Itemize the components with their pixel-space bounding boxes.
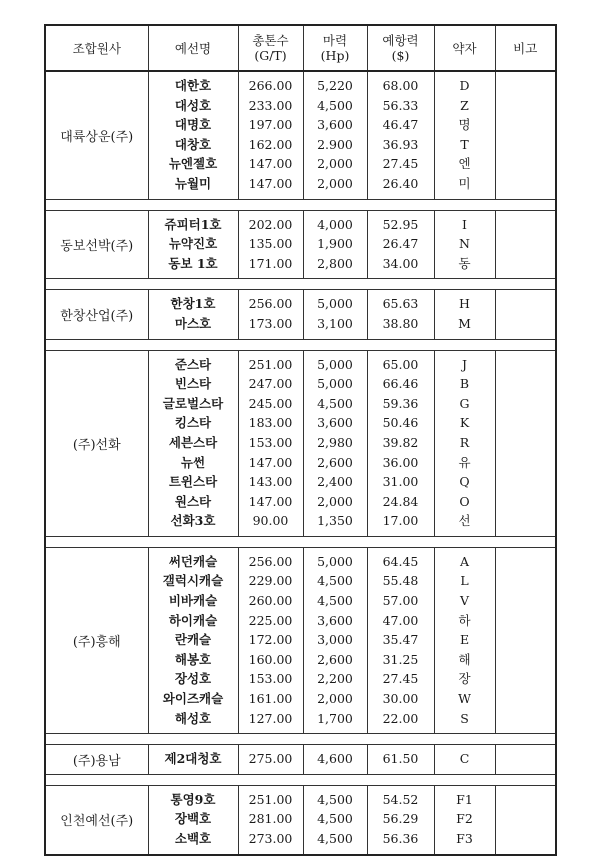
name-cell: 비바캐슬 <box>148 591 238 611</box>
fee-cell: 64.45 <box>367 552 434 572</box>
header-power-label: 마력 <box>322 33 348 48</box>
header-tonnage <box>238 25 303 71</box>
fee-cell: 17.00 <box>367 511 434 531</box>
note-cell <box>495 472 556 492</box>
spacer-cell <box>367 199 434 210</box>
note-cell <box>495 571 556 591</box>
fee-cell: 24.84 <box>367 492 434 512</box>
power-cell: 4,500 <box>303 809 367 829</box>
note-cell <box>495 215 556 235</box>
name-cell: 뉴월미 <box>148 174 238 194</box>
note-cell <box>495 650 556 670</box>
spacer-cell <box>434 536 495 547</box>
spacer-cell <box>303 536 367 547</box>
name-cell: 대성호 <box>148 96 238 116</box>
abbr-cell: C <box>434 749 495 769</box>
abbr-cell: 유 <box>434 453 495 473</box>
note-cell <box>495 154 556 174</box>
power-cell: 5,000 <box>303 552 367 572</box>
power-cell: 2,800 <box>303 254 367 274</box>
tonnage-cell: 256.00 <box>238 294 303 314</box>
abbr-cell: D <box>434 76 495 96</box>
abbr-cell: 엔 <box>434 154 495 174</box>
name-cell: 와이즈캐슬 <box>148 689 238 709</box>
abbr-cell: S <box>434 709 495 729</box>
fee-cell: 36.00 <box>367 453 434 473</box>
name-cell: 원스타 <box>148 492 238 512</box>
abbr-cell: 하 <box>434 611 495 631</box>
group-spacer <box>45 734 556 745</box>
abbr-cell: 선 <box>434 511 495 531</box>
power-cell: 2,200 <box>303 669 367 689</box>
tonnage-cell: 153.00 <box>238 433 303 453</box>
tonnage-cell: 229.00 <box>238 571 303 591</box>
spacer-cell <box>434 774 495 785</box>
tonnage-cell: 273.00 <box>238 829 303 849</box>
note-cell <box>495 96 556 116</box>
spacer-cell <box>367 339 434 350</box>
pad-cell <box>238 849 303 855</box>
power-cell: 3,000 <box>303 630 367 650</box>
name-cell: 뉴썬 <box>148 453 238 473</box>
spacer-cell <box>238 199 303 210</box>
owner-cell: 한창산업(주) <box>45 290 148 339</box>
spacer-cell <box>148 199 238 210</box>
note-cell <box>495 394 556 414</box>
tonnage-cell: 256.00 <box>238 552 303 572</box>
fee-cell: 52.95 <box>367 215 434 235</box>
note-cell <box>495 174 556 194</box>
header-fee-label: 예항력 <box>382 33 419 48</box>
spacer-cell <box>45 734 148 745</box>
power-cell: 2,600 <box>303 453 367 473</box>
fee-cell: 27.45 <box>367 154 434 174</box>
tonnage-cell: 251.00 <box>238 355 303 375</box>
spacer-cell <box>303 199 367 210</box>
spacer-cell <box>495 536 556 547</box>
abbr-cell: F3 <box>434 829 495 849</box>
abbr-cell: H <box>434 294 495 314</box>
pad-cell <box>303 849 367 855</box>
name-cell: 해봉호 <box>148 650 238 670</box>
abbr-cell: O <box>434 492 495 512</box>
power-cell: 4,500 <box>303 96 367 116</box>
note-cell <box>495 135 556 155</box>
note-cell <box>495 790 556 810</box>
tonnage-cell: 275.00 <box>238 749 303 769</box>
abbr-cell: V <box>434 591 495 611</box>
abbr-cell: 미 <box>434 174 495 194</box>
power-cell: 2,000 <box>303 689 367 709</box>
fee-cell: 54.52 <box>367 790 434 810</box>
fee-cell: 55.48 <box>367 571 434 591</box>
name-cell: 하이캐슬 <box>148 611 238 631</box>
name-cell: 갤럭시캐슬 <box>148 571 238 591</box>
abbr-cell: F2 <box>434 809 495 829</box>
spacer-cell <box>238 774 303 785</box>
note-cell <box>495 591 556 611</box>
spacer-cell <box>45 536 148 547</box>
tonnage-cell: 233.00 <box>238 96 303 116</box>
power-cell: 2,000 <box>303 174 367 194</box>
fee-cell: 34.00 <box>367 254 434 274</box>
name-cell: 킹스타 <box>148 413 238 433</box>
tonnage-cell: 147.00 <box>238 492 303 512</box>
tonnage-cell: 281.00 <box>238 809 303 829</box>
abbr-cell: A <box>434 552 495 572</box>
name-cell: 세븐스타 <box>148 433 238 453</box>
fee-cell: 46.47 <box>367 115 434 135</box>
power-cell: 1,900 <box>303 234 367 254</box>
spacer-cell <box>303 774 367 785</box>
spacer-cell <box>367 536 434 547</box>
name-cell: 마스호 <box>148 314 238 334</box>
header-abbr: 약자 <box>434 25 495 71</box>
fee-cell: 38.80 <box>367 314 434 334</box>
spacer-cell <box>367 734 434 745</box>
name-cell: 뉴엔젤호 <box>148 154 238 174</box>
name-cell: 대창호 <box>148 135 238 155</box>
name-cell: 장백호 <box>148 809 238 829</box>
note-cell <box>495 749 556 769</box>
tonnage-cell: 127.00 <box>238 709 303 729</box>
header-power <box>303 25 367 71</box>
pad-cell <box>148 849 238 855</box>
tonnage-cell: 161.00 <box>238 689 303 709</box>
fee-cell: 31.00 <box>367 472 434 492</box>
fee-cell: 36.93 <box>367 135 434 155</box>
tonnage-cell: 173.00 <box>238 314 303 334</box>
note-cell <box>495 511 556 531</box>
abbr-cell: B <box>434 374 495 394</box>
group-spacer <box>45 774 556 785</box>
tonnage-cell: 245.00 <box>238 394 303 414</box>
abbr-cell: E <box>434 630 495 650</box>
tonnage-cell: 266.00 <box>238 76 303 96</box>
abbr-cell: N <box>434 234 495 254</box>
tonnage-cell: 143.00 <box>238 472 303 492</box>
fee-cell: 22.00 <box>367 709 434 729</box>
spacer-cell <box>495 339 556 350</box>
tonnage-cell: 171.00 <box>238 254 303 274</box>
tonnage-cell: 172.00 <box>238 630 303 650</box>
note-cell <box>495 552 556 572</box>
power-cell: 2.900 <box>303 135 367 155</box>
power-cell: 4,500 <box>303 790 367 810</box>
owner-cell: 동보선박(주) <box>45 210 148 279</box>
name-cell: 동보 1호 <box>148 254 238 274</box>
note-cell <box>495 234 556 254</box>
note-cell <box>495 374 556 394</box>
tonnage-cell: 251.00 <box>238 790 303 810</box>
spacer-cell <box>148 279 238 290</box>
name-cell: 준스타 <box>148 355 238 375</box>
tonnage-cell: 197.00 <box>238 115 303 135</box>
note-cell <box>495 611 556 631</box>
fee-cell: 31.25 <box>367 650 434 670</box>
name-cell: 대한호 <box>148 76 238 96</box>
abbr-cell: Q <box>434 472 495 492</box>
fee-cell: 59.36 <box>367 394 434 414</box>
tonnage-cell: 147.00 <box>238 154 303 174</box>
abbr-cell: M <box>434 314 495 334</box>
name-cell: 해성호 <box>148 709 238 729</box>
abbr-cell: T <box>434 135 495 155</box>
header-tonnage-label: 총톤수 <box>252 33 289 48</box>
note-cell <box>495 413 556 433</box>
power-cell: 2,000 <box>303 154 367 174</box>
tugboat-table <box>44 24 557 856</box>
spacer-cell <box>434 734 495 745</box>
spacer-cell <box>45 774 148 785</box>
pad-cell <box>495 849 556 855</box>
abbr-cell: 명 <box>434 115 495 135</box>
group-spacer <box>45 199 556 210</box>
power-cell: 4,600 <box>303 749 367 769</box>
abbr-cell: 동 <box>434 254 495 274</box>
abbr-cell: K <box>434 413 495 433</box>
name-cell: 트윈스타 <box>148 472 238 492</box>
power-cell: 5,220 <box>303 76 367 96</box>
note-cell <box>495 115 556 135</box>
note-cell <box>495 669 556 689</box>
power-cell: 2,000 <box>303 492 367 512</box>
tonnage-cell: 225.00 <box>238 611 303 631</box>
tonnage-cell: 153.00 <box>238 669 303 689</box>
spacer-cell <box>148 536 238 547</box>
name-cell: 선화3호 <box>148 511 238 531</box>
spacer-cell <box>238 734 303 745</box>
abbr-cell: Z <box>434 96 495 116</box>
tonnage-cell: 160.00 <box>238 650 303 670</box>
abbr-cell: F1 <box>434 790 495 810</box>
note-cell <box>495 355 556 375</box>
fee-cell: 68.00 <box>367 76 434 96</box>
name-cell: 써던캐슬 <box>148 552 238 572</box>
spacer-cell <box>367 279 434 290</box>
header-row <box>45 25 556 71</box>
note-cell <box>495 433 556 453</box>
note-cell <box>495 689 556 709</box>
fee-cell: 26.40 <box>367 174 434 194</box>
power-cell: 3,600 <box>303 611 367 631</box>
tonnage-cell: 202.00 <box>238 215 303 235</box>
name-cell: 한창1호 <box>148 294 238 314</box>
header-power-unit: (Hp) <box>320 48 350 63</box>
spacer-cell <box>303 734 367 745</box>
group-spacer <box>45 279 556 290</box>
pad-cell <box>434 849 495 855</box>
fee-cell: 57.00 <box>367 591 434 611</box>
header-owner: 조합원사 <box>45 25 148 71</box>
abbr-cell: 해 <box>434 650 495 670</box>
spacer-cell <box>148 734 238 745</box>
owner-cell: (주)흥해 <box>45 547 148 733</box>
spacer-cell <box>148 774 238 785</box>
tonnage-cell: 147.00 <box>238 174 303 194</box>
name-cell: 뉴약진호 <box>148 234 238 254</box>
power-cell: 5,000 <box>303 374 367 394</box>
abbr-cell: G <box>434 394 495 414</box>
spacer-cell <box>45 279 148 290</box>
power-cell: 1,350 <box>303 511 367 531</box>
tonnage-cell: 90.00 <box>238 511 303 531</box>
note-cell <box>495 453 556 473</box>
spacer-cell <box>495 774 556 785</box>
header-fee <box>367 25 434 71</box>
fee-cell: 56.29 <box>367 809 434 829</box>
note-cell <box>495 294 556 314</box>
abbr-cell: 장 <box>434 669 495 689</box>
spacer-cell <box>45 199 148 210</box>
power-cell: 4,500 <box>303 591 367 611</box>
note-cell <box>495 76 556 96</box>
abbr-cell: W <box>434 689 495 709</box>
fee-cell: 27.45 <box>367 669 434 689</box>
note-cell <box>495 829 556 849</box>
name-cell: 제2대청호 <box>148 749 238 769</box>
spacer-cell <box>238 279 303 290</box>
group-spacer <box>45 536 556 547</box>
power-cell: 4,500 <box>303 829 367 849</box>
spacer-cell <box>367 774 434 785</box>
power-cell: 2,980 <box>303 433 367 453</box>
name-cell: 란캐슬 <box>148 630 238 650</box>
tonnage-cell: 135.00 <box>238 234 303 254</box>
spacer-cell <box>148 339 238 350</box>
table-body <box>45 71 556 855</box>
power-cell: 5,000 <box>303 294 367 314</box>
spacer-cell <box>238 339 303 350</box>
owner-cell: 인천예선(주) <box>45 785 148 854</box>
abbr-cell: I <box>434 215 495 235</box>
power-cell: 1,700 <box>303 709 367 729</box>
owner-cell: 대륙상운(주) <box>45 71 148 199</box>
power-cell: 3,100 <box>303 314 367 334</box>
pad-cell <box>367 849 434 855</box>
power-cell: 4,000 <box>303 215 367 235</box>
abbr-cell: R <box>434 433 495 453</box>
fee-cell: 47.00 <box>367 611 434 631</box>
name-cell: 쥬피터1호 <box>148 215 238 235</box>
abbr-cell: J <box>434 355 495 375</box>
power-cell: 4,500 <box>303 394 367 414</box>
tonnage-cell: 147.00 <box>238 453 303 473</box>
abbr-cell: L <box>434 571 495 591</box>
fee-cell: 65.00 <box>367 355 434 375</box>
note-cell <box>495 630 556 650</box>
header-note: 비고 <box>495 25 556 71</box>
note-cell <box>495 492 556 512</box>
fee-cell: 39.82 <box>367 433 434 453</box>
tonnage-cell: 162.00 <box>238 135 303 155</box>
fee-cell: 56.36 <box>367 829 434 849</box>
fee-cell: 66.46 <box>367 374 434 394</box>
spacer-cell <box>45 339 148 350</box>
fee-cell: 35.47 <box>367 630 434 650</box>
power-cell: 5,000 <box>303 355 367 375</box>
fee-cell: 61.50 <box>367 749 434 769</box>
name-cell: 글로벌스타 <box>148 394 238 414</box>
fee-cell: 65.63 <box>367 294 434 314</box>
name-cell: 빈스타 <box>148 374 238 394</box>
name-cell: 장성호 <box>148 669 238 689</box>
spacer-cell <box>238 536 303 547</box>
spacer-cell <box>495 279 556 290</box>
fee-cell: 50.46 <box>367 413 434 433</box>
fee-cell: 26.47 <box>367 234 434 254</box>
spacer-cell <box>303 279 367 290</box>
spacer-cell <box>434 199 495 210</box>
note-cell <box>495 314 556 334</box>
fee-cell: 30.00 <box>367 689 434 709</box>
spacer-cell <box>434 339 495 350</box>
note-cell <box>495 809 556 829</box>
power-cell: 2,400 <box>303 472 367 492</box>
name-cell: 통영9호 <box>148 790 238 810</box>
spacer-cell <box>303 339 367 350</box>
group-spacer <box>45 339 556 350</box>
owner-cell: (주)선화 <box>45 350 148 536</box>
spacer-cell <box>495 734 556 745</box>
header-tonnage-unit: (G/T) <box>254 48 287 63</box>
tonnage-cell: 247.00 <box>238 374 303 394</box>
power-cell: 4,500 <box>303 571 367 591</box>
note-cell <box>495 709 556 729</box>
tonnage-cell: 183.00 <box>238 413 303 433</box>
name-cell: 소백호 <box>148 829 238 849</box>
note-cell <box>495 254 556 274</box>
power-cell: 2,600 <box>303 650 367 670</box>
owner-cell: (주)용남 <box>45 745 148 775</box>
header-vessel: 예선명 <box>148 25 238 71</box>
power-cell: 3,600 <box>303 115 367 135</box>
header-fee-unit: ($) <box>391 48 410 63</box>
spacer-cell <box>495 199 556 210</box>
spacer-cell <box>434 279 495 290</box>
tonnage-cell: 260.00 <box>238 591 303 611</box>
name-cell: 대명호 <box>148 115 238 135</box>
power-cell: 3,600 <box>303 413 367 433</box>
fee-cell: 56.33 <box>367 96 434 116</box>
